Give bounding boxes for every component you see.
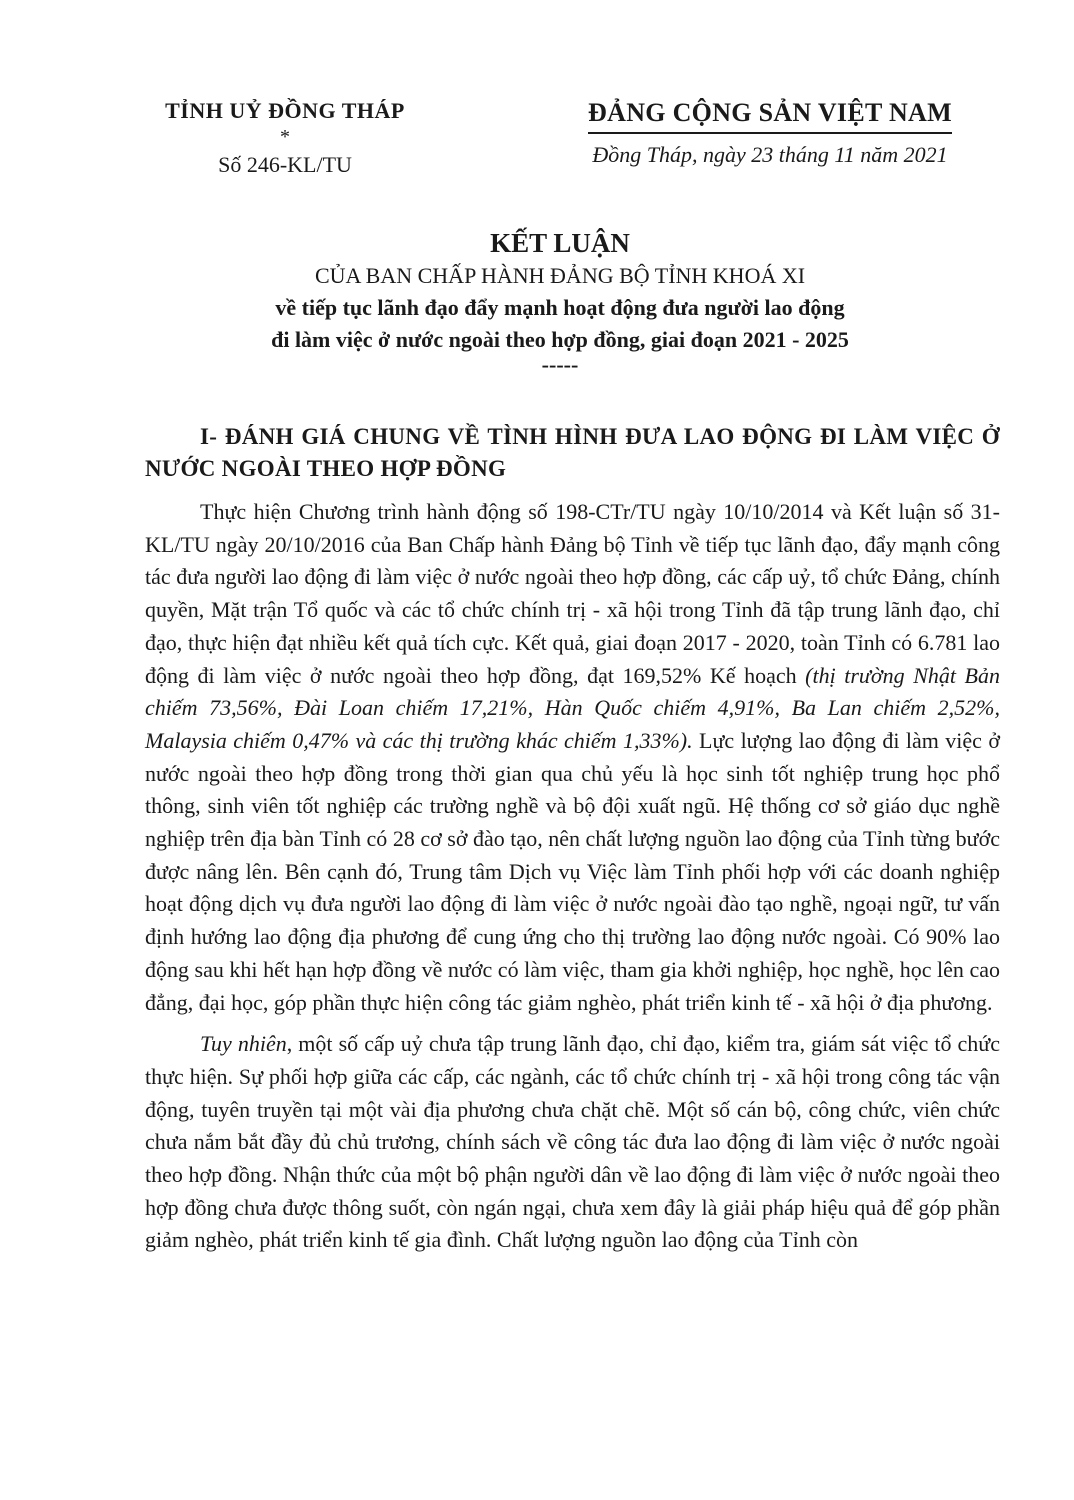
paragraph-2-italic: Tuy nhiên — [200, 1031, 287, 1057]
party-name: ĐẢNG CỘNG SẢN VIỆT NAM — [588, 98, 952, 134]
paragraph-1-text-a: Thực hiện Chương trình hành động số 198-CTr/TU ngày 10/10/2014 và Kết luận số 31-KL/TU ngày 20/10/2016 của Ban Chấp hành Đảng bộ Tỉnh về tiếp tục lãnh đạo, đẩy mạnh công tác đưa người lao động đi làm việc ở nước ngoài theo hợp đồng, các cấp uỷ, tổ chức Đảng, chính quyền, Mặt trận Tổ quốc và các tổ chức chính trị - xã hội trong Tỉnh đã tập trung lãnh đạo, chỉ đạo, thực hiện đạt nhiều kết quả tích cực. Kết quả, giai đoạn 2017 - 2020, toàn Tỉnh có 6.781 lao động đi làm việc ở nước ngoài theo hợp đồng, đạt 169,52% Kế hoạch — [145, 499, 1000, 688]
subject-line-2: đi làm việc ở nước ngoài theo hợp đồng, giai đoạn 2021 - 2025 — [271, 327, 849, 352]
document-type-title: KẾT LUẬN — [490, 228, 630, 258]
issuer-block — [140, 98, 430, 178]
document-number: Số 246-KL/TU — [218, 152, 352, 177]
body-text — [145, 496, 1000, 1257]
issuing-organization: TỈNH UỶ ĐỒNG THÁP — [165, 98, 405, 123]
document-title-block — [120, 226, 1000, 377]
title-separator: ----- — [541, 352, 579, 377]
paragraph-1-text-b: Lực lượng lao động đi làm việc ở nước ngoài theo hợp đồng trong thời gian qua chủ yếu là học sinh tốt nghiệp trung học phổ thông, sinh viên tốt nghiệp các trường nghề và bộ đội xuất ngũ. Hệ thống cơ sở giáo dục nghề nghiệp trên địa bàn Tỉnh có 28 cơ sở đào tạo, nên chất lượng nguồn lao động của Tỉnh từng bước được nâng lên. Bên cạnh đó, Trung tâm Dịch vụ Việc làm Tỉnh phối hợp với các doanh nghiệp hoạt động dịch vụ đưa người lao động đi làm việc ở nước ngoài đào tạo nghề, ngoại ngữ, tư vấn định hướng lao động địa phương để cung ứng cho thị trường lao động nước ngoài. Có 90% lao động sau khi hết hạn hợp đồng về nước có làm việc, tham gia khởi nghiệp, học nghề, học lên cao đẳng, đại học, góp phần thực hiện công tác giảm nghèo, phát triển kinh tế - xã hội ở địa phương. — [145, 727, 1000, 1015]
section-heading: I- ĐÁNH GIÁ CHUNG VỀ TÌNH HÌNH ĐƯA LAO ĐỘNG ĐI LÀM VIỆC Ở NƯỚC NGOÀI THEO HỢP ĐỒNG — [145, 424, 1000, 481]
paragraph-2-text: , một số cấp uỷ chưa tập trung lãnh đạo, chỉ đạo, kiểm tra, giám sát việc tổ chức thực hiện. Sự phối hợp giữa các cấp, các ngành, các tổ chức chính trị - xã hội trong công tác vận động, tuyên truyền tại một vài địa phương chưa chặt chẽ. Một số cán bộ, công chức, viên chức chưa nắm bắt đầy đủ chủ trương, chính sách về công tác đưa lao động đi làm việc ở nước ngoài theo hợp đồng. Nhận thức của một bộ phận người dân về lao động đi làm việc ở nước ngoài theo hợp đồng chưa được thông suốt, còn ngán ngại, chưa xem đây là giải pháp hiệu quả để góp phần giảm nghèo, phát triển kinh tế gia đình. Chất lượng nguồn lao động của Tỉnh còn — [145, 1031, 1000, 1253]
star-mark: * — [280, 126, 290, 148]
place-date: Đồng Tháp, ngày 23 tháng 11 năm 2021 — [592, 142, 948, 167]
paragraph-1-italic: (thị trường Nhật Bản chiếm 73,56%, Đài Loan chiếm 17,21%, Hàn Quốc chiếm 4,91%, Ba Lan chiếm 2,52%, Malaysia chiếm 0,47% và các thị trường khác chiếm 1,33%). — [145, 662, 1000, 753]
paragraph-2 — [145, 1028, 1000, 1257]
subject-line-1: về tiếp tục lãnh đạo đẩy mạnh hoạt động đưa người lao động — [275, 295, 845, 320]
motto-block — [560, 98, 980, 168]
paragraph-1 — [145, 496, 1000, 1019]
issuing-body-subtitle: CỦA BAN CHẤP HÀNH ĐẢNG BỘ TỈNH KHOÁ XI — [314, 263, 806, 288]
